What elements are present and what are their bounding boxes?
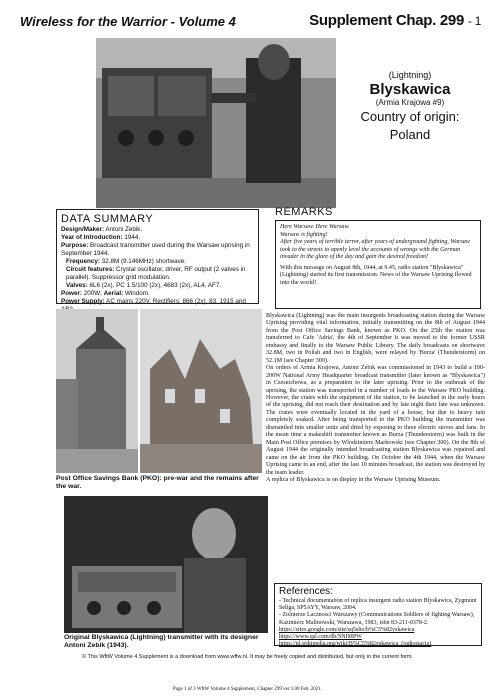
photo-pko-ruins (140, 309, 262, 473)
reference-link[interactable]: https://sites.google.com/site/sq5sbo/b%C5%82yskawica (279, 626, 415, 633)
data-row-frequency: Frequency: 32.8M (9.146MHz) shortwave. (66, 258, 187, 265)
remarks-box (275, 220, 481, 309)
body-paragraph: Blyskawica (Lightning) was the main insurgents broadcasting station during the Warsaw Uprising providing vital information, initially transmitting on the 8th of August 1944 from the Post Office Savings Bank, known as PKO. On the 25th the station was transferred to Cafe 'Adria', the 4th of September it was moved to the former USSR embassy and finally to the Warsaw Public Library. The daily broadcasts on shortwave 32.8M, two in Polish and two in English, were relayed by 'Burza' (Thunderstorm) on 52.1M (see Chapter 300). (266, 313, 485, 364)
references-heading: References: (279, 586, 333, 597)
remarks-quote-line: After five years of terrible terror, after years of underground fighting, Warsaw took to the streets to openly level the accounts of wrongs with the German invader in the glare of the day and gain the desired freedom! (280, 239, 470, 260)
country-name: Poland (389, 127, 431, 142)
reference-item: - Zolnierze Lacznosci Warszawy (Communications Soldiers of fighting Warsaw), Kazimierz Malinowski, Warszawa, 1983, isbn 83-211-0378-2. (279, 612, 475, 626)
data-row-purpose: Purpose: Broadcast transmitter used during the Warsaw uprising in September 1944. (61, 242, 250, 257)
body-text (266, 313, 485, 484)
country-label: Country of origin: (360, 109, 460, 124)
reference-link[interactable]: https://www.qsl.com/db/SNIMPW (279, 634, 362, 641)
data-summary-heading: DATA SUMMARY (61, 213, 154, 225)
radio-title-block (335, 70, 485, 143)
photo-operator-at-transmitter (96, 38, 336, 208)
page-footer: Page 1 of 3 WftW Volume 4 Supplement, Chapter 299 ver 1.00 Feb. 2021. (173, 687, 322, 692)
title-designation: (Armia Krajowa #9) (375, 98, 445, 107)
data-row-year: Year of Introduction: 1944. (61, 234, 141, 241)
data-row-power-supply: Power Supply: AC mains 220V. Rectifiers: 866 (2x), 83, 1915 and (61, 298, 246, 305)
data-row-valves: Valves: 6L6 (2x), PC 1.5/100 (2x), 4683 (2x), AL4, AF7. (66, 282, 222, 289)
remarks-heading: REMARKS (275, 206, 333, 218)
body-paragraph: A replica of Blyskawica is on display in the Warsaw Uprising Museum. (266, 476, 441, 483)
data-row-circuit: Circuit features: Crystal oscillator, driver, RF output (2 valves in parallel). Suppressor grid modulation. (66, 266, 246, 281)
caption-pko: Post Office Savings Bank (PKO): pre-war and the remains after the war. (56, 475, 259, 490)
data-summary (56, 209, 259, 304)
title-translation: (Lightning) (388, 70, 432, 80)
data-row-maker: Design/Maker: Antoni Zebik. (61, 226, 143, 233)
chapter-title: Supplement Chap. 299 (309, 12, 465, 29)
photo-original-transmitter (64, 496, 268, 633)
reference-link[interactable]: https://pl.wikipedia.org/wiki/B%C5%82yskawica_(radiostacja) (279, 641, 432, 648)
references-box (274, 583, 482, 646)
data-row-power: Power: 200W; Aerial: Windom. (61, 290, 150, 297)
remarks-quote-line: Warsaw is fighting! (280, 231, 328, 238)
remarks-box-text: With this message on August 8th, 1944, at 9.45, radio station "Blyskawica" (Lightning) started its first transmission. News of the Warsaw Uprising flowed into the world! (280, 264, 472, 286)
radio-name: Blyskawica (369, 81, 451, 98)
header-title: Wireless for the Warrior - Volume 4 (20, 14, 236, 29)
body-paragraph: On orders of Armia Krajowa, Antoni Zebik was commissioned in 1943 to build a 100-200W National Army Headquarter broadcast transmitter (later known as "Blyskawica") in Czestochowa, as a preparation to the later uprising. Prior to the outbreak of the uprising, the station was transported in a number of loads to the Warsaw PKO building. However, the crates with the equipment of the station, to be launched in the early hours of the uprising, did not reach their destination and by late night their fate was unknown. The crates were eventually located in the yard of a house, but due to heavy rain completely soaked. After being transported to the PKO building the transmitter was dismantled into smaller units and dried by exposing to three electric stoves and fans. In the mean time a makeshift transmitter known as Burza (Thunderstorm) was built in the Main Post Office premises by Wlodzimierz Markowski (see Chapter 300). On the 8th of August 1944 the originally intended broadcasting station Blyskawica was repaired and came on the air from the PKO building. On October the 4th 1944, when the Warsaw Uprising came to an end, after the last 10 minutes broadcast, the station was destroyed by the team leader. (266, 365, 485, 476)
caption-original-transmitter: Original Blyskawica (Lightning) transmitter with its designer Antoni Zebik (1943). (64, 634, 259, 649)
remarks-quote-line: Here Warsaw. Here Warsaw. (280, 224, 350, 230)
photo-pko-prewar (56, 309, 138, 473)
page-number: - 1 (467, 14, 481, 28)
copyright-notice: © This WftW Volume 4 Supplement is a download from www.wftw.nl. It may be freely copied and distributed, but only in the current form. (81, 654, 414, 660)
chapter-label (309, 12, 481, 29)
reference-item: - Technical documentation of replica insurgent radio station Blyskawica, Zygmunt Seliga, SP5AYY, Warsaw, 2004. (279, 598, 477, 612)
